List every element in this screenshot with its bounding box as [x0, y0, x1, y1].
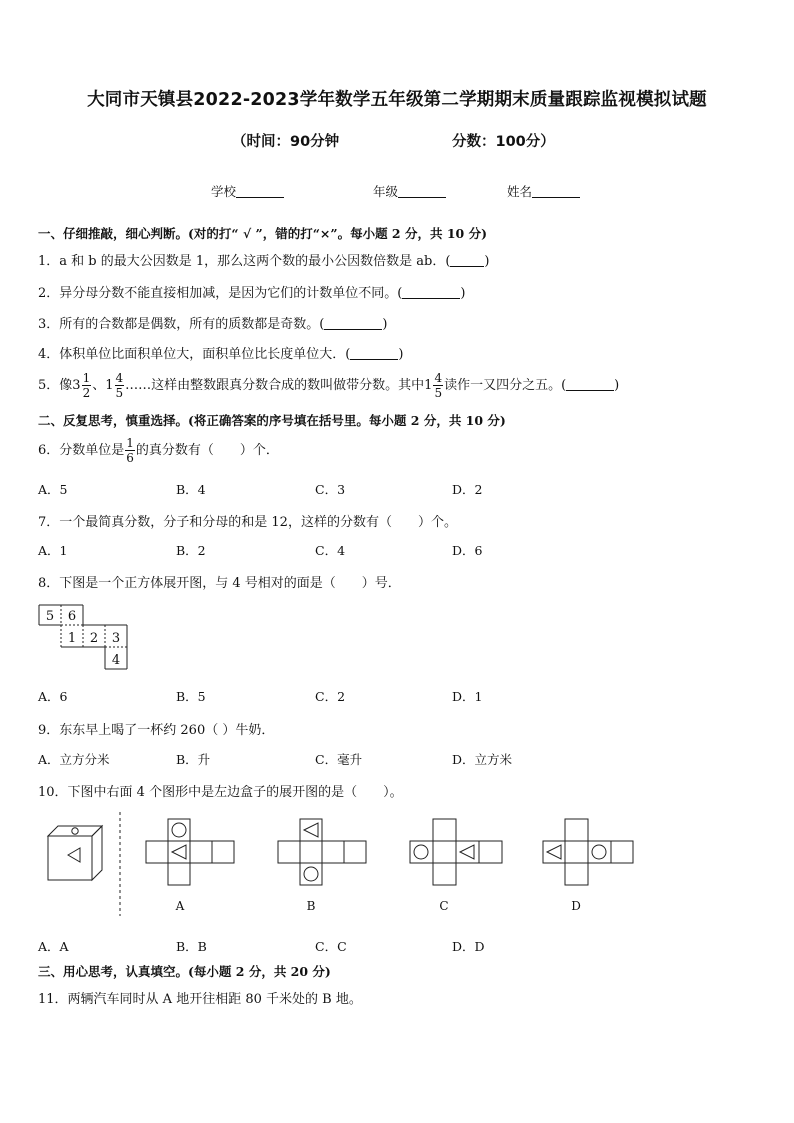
- question-9: 9．东东早上喝了一杯约 260（ ）牛奶．: [38, 723, 275, 738]
- question-1-text: 1．a 和 b 的最大公因数是 1，那么这两个数的最小公因数倍数是 ab．(: [38, 254, 451, 269]
- grade-field[interactable]: [373, 182, 446, 200]
- option-9a[interactable]: A．立方分米: [38, 752, 110, 767]
- denominator: 2: [82, 386, 91, 400]
- option-8c[interactable]: C．2: [315, 689, 346, 704]
- fraction: [125, 437, 135, 464]
- question-8: 8．下图是一个正方体展开图，与 4 号相对的面是（ ）号．: [38, 576, 401, 591]
- net-label-d: D: [571, 899, 581, 913]
- page-title: 大同市天镇县2022-2023学年数学五年级第二学期期末质量跟踪监视模拟试题: [87, 90, 707, 110]
- paren-close: ): [460, 286, 466, 301]
- net-c: [410, 819, 502, 885]
- section-3-heading: 三、用心思考，认真填空。(每小题 2 分，共 20 分): [38, 964, 331, 979]
- denominator: 6: [126, 451, 134, 465]
- net-label-b: B: [306, 899, 316, 913]
- option-7d[interactable]: D．6: [452, 543, 483, 558]
- numerator: 4: [434, 371, 443, 385]
- mixed-number-whole: 1: [424, 378, 433, 393]
- net-face-label: 3: [111, 631, 121, 646]
- grade-label: 年级: [373, 184, 399, 199]
- answer-blank-4[interactable]: [350, 347, 398, 360]
- question-5-text-b: ……这样由整数跟真分数合成的数叫做带分数。其中: [125, 378, 425, 393]
- question-5-text-a: 5．像: [38, 378, 73, 393]
- triangle-icon: [172, 845, 186, 859]
- numerator: 1: [126, 436, 134, 450]
- mixed-number-whole: 1: [105, 378, 114, 393]
- circle-icon: [304, 867, 318, 881]
- triangle-icon: [547, 845, 561, 859]
- option-9d[interactable]: D．立方米: [452, 752, 513, 767]
- denominator: 5: [434, 386, 443, 400]
- school-label: 学校: [211, 184, 237, 199]
- option-6b[interactable]: B．4: [176, 482, 206, 497]
- section-2-heading: 二、反复思考，慎重选择。(将正确答案的序号填在括号里。每小题 2 分，共 10 分): [38, 413, 506, 428]
- answer-blank-5[interactable]: [566, 378, 614, 391]
- triangle-icon: [304, 823, 318, 837]
- box-nets-figure: [40, 808, 650, 920]
- option-9b[interactable]: B．升: [176, 752, 211, 767]
- option-10c[interactable]: C．C: [315, 939, 347, 954]
- exam-time: （时间：90分钟: [232, 134, 340, 150]
- separator: 、: [92, 378, 106, 393]
- section-1-heading: 一、仔细推敲，细心判断。(对的打“ √ ”，错的打“×”。每小题 2 分，共 10 分): [38, 226, 487, 241]
- answer-blank-3[interactable]: [324, 317, 382, 330]
- net-a: [146, 819, 234, 885]
- paren-close: ): [382, 317, 388, 332]
- question-5-text-c: 读作一又四分之五。(: [444, 378, 567, 393]
- numerator: 4: [115, 371, 124, 385]
- mixed-number-whole: 3: [72, 378, 81, 393]
- question-10: 10．下图中右面 4 个图形中是左边盒子的展开图的是（ ）。: [38, 785, 403, 800]
- circle-icon: [414, 845, 428, 859]
- school-field[interactable]: [211, 182, 284, 200]
- option-10b[interactable]: B．B: [176, 939, 207, 954]
- option-7c[interactable]: C．4: [315, 543, 346, 558]
- question-2-text: 2．异分母分数不能直接相加减，是因为它们的计数单位不同。(: [38, 286, 403, 301]
- paren-close: ): [484, 254, 490, 269]
- question-3-text: 3．所有的合数都是偶数，所有的质数都是奇数。(: [38, 317, 325, 332]
- paren-close: ): [614, 378, 620, 393]
- question-6-text-b: 的真分数有（ ）个．: [135, 443, 279, 458]
- grade-blank[interactable]: [398, 185, 446, 198]
- circle-icon: [72, 828, 78, 834]
- denominator: 5: [115, 386, 124, 400]
- cube-net-figure: [36, 603, 136, 673]
- option-7b[interactable]: B．2: [176, 543, 206, 558]
- question-2: [38, 282, 465, 301]
- question-5: [38, 372, 619, 399]
- answer-blank-1[interactable]: [450, 254, 484, 267]
- answer-blank-2[interactable]: [402, 286, 460, 299]
- option-8a[interactable]: A．6: [38, 689, 68, 704]
- net-d: [543, 819, 633, 885]
- question-1: [38, 250, 490, 269]
- question-3: [38, 313, 387, 332]
- fraction: [82, 372, 92, 399]
- option-8b[interactable]: B．5: [176, 689, 206, 704]
- option-7a[interactable]: A．1: [38, 543, 68, 558]
- net-face-label: 1: [67, 631, 77, 646]
- fraction: [115, 372, 125, 399]
- net-b: [278, 819, 366, 885]
- net-face-label: 4: [111, 653, 121, 668]
- net-face-label: 6: [67, 609, 77, 624]
- net-label-c: C: [439, 899, 449, 913]
- option-9c[interactable]: C．毫升: [315, 752, 363, 767]
- net-face-label: 2: [89, 631, 99, 646]
- question-7: 7．一个最简真分数，分子和分母的和是 12，这样的分数有（ ）个。: [38, 515, 457, 530]
- numerator: 1: [82, 371, 91, 385]
- option-10d[interactable]: D．D: [452, 939, 485, 954]
- triangle-icon: [68, 848, 80, 862]
- exam-score: 分数：100分）: [452, 134, 555, 150]
- cube-box: [48, 826, 102, 880]
- question-6: [38, 437, 279, 464]
- question-11: 11．两辆汽车同时从 A 地开往相距 80 千米处的 B 地。: [38, 992, 362, 1007]
- option-10a[interactable]: A．A: [38, 939, 69, 954]
- option-6d[interactable]: D．2: [452, 482, 483, 497]
- option-6c[interactable]: C．3: [315, 482, 346, 497]
- school-blank[interactable]: [236, 185, 284, 198]
- question-6-text-a: 6．分数单位是: [38, 443, 125, 458]
- fraction: [433, 372, 443, 399]
- triangle-icon: [460, 845, 474, 859]
- name-label: 姓名: [507, 184, 533, 199]
- net-label-a: A: [175, 899, 185, 913]
- circle-icon: [172, 823, 186, 837]
- option-6a[interactable]: A．5: [38, 482, 68, 497]
- name-field[interactable]: [507, 182, 580, 200]
- question-4-text: 4．体积单位比面积单位大，面积单位比长度单位大．(: [38, 347, 351, 362]
- net-face-label: 5: [45, 609, 55, 624]
- question-4: [38, 343, 403, 362]
- option-8d[interactable]: D．1: [452, 689, 483, 704]
- circle-icon: [592, 845, 606, 859]
- paren-close: ): [398, 347, 404, 362]
- name-blank[interactable]: [532, 185, 580, 198]
